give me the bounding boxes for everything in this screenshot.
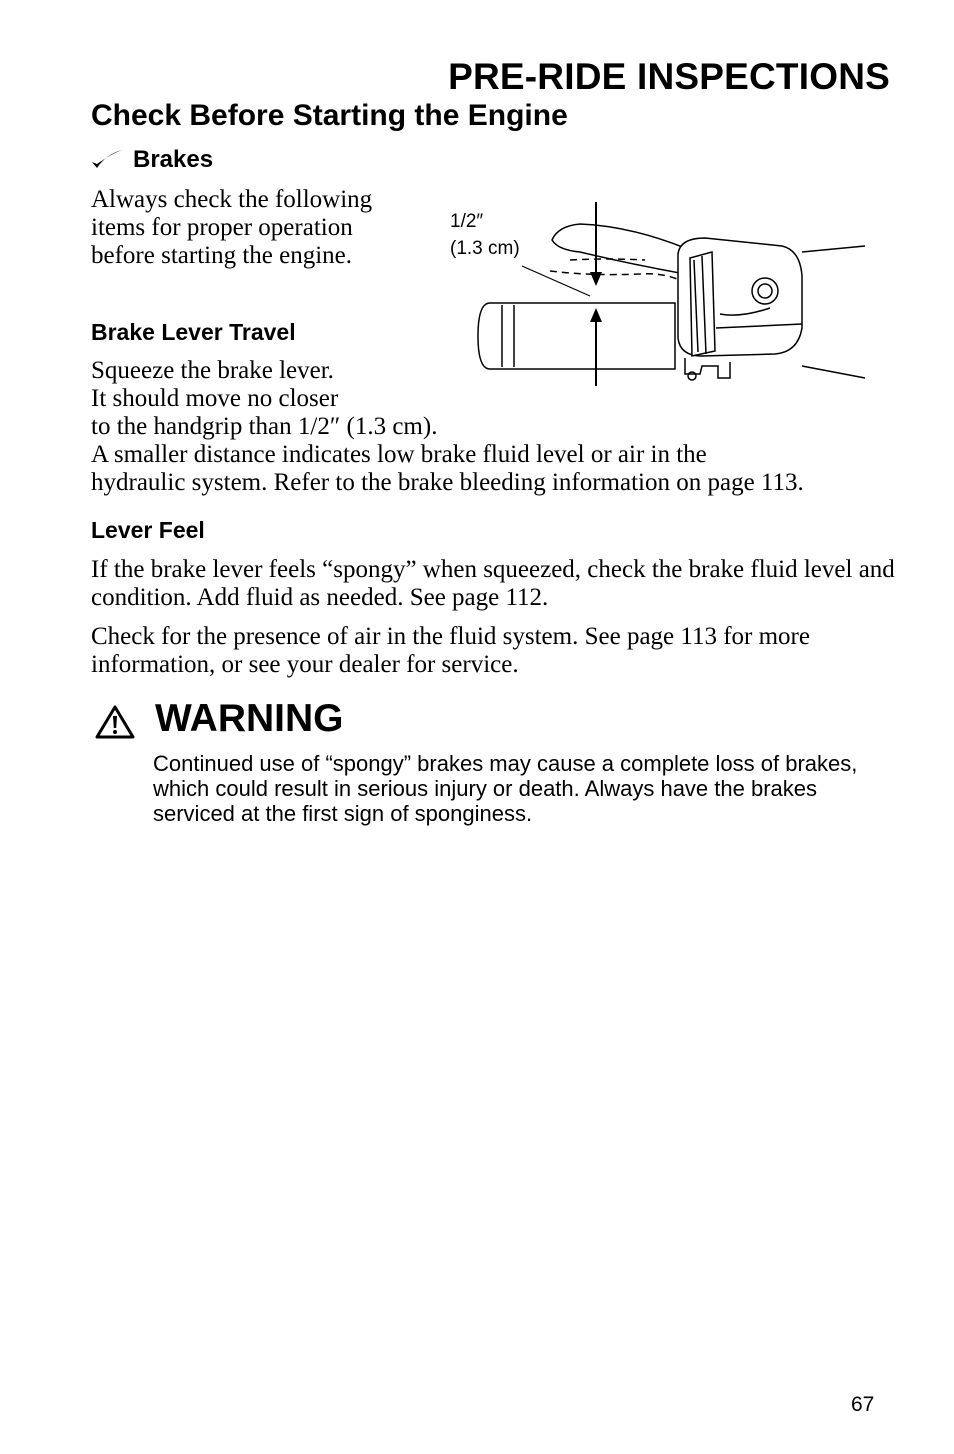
text-line: It should move no closer xyxy=(91,385,339,412)
brakes-intro-text: Always check the following items for proper operation before starting the engine. xyxy=(91,186,373,269)
chapter-title: PRE-RIDE INSPECTIONS xyxy=(448,56,890,97)
brakes-heading xyxy=(91,146,213,174)
text-line: hydraulic system. Refer to the brake bleeding information on page 113. xyxy=(91,469,804,496)
warning-title: WARNING xyxy=(155,697,344,740)
checkmark-icon xyxy=(91,149,123,171)
lever-feel-paragraph-1: If the brake lever feels “spongy” when squeezed, check the brake fluid level and condition. Add fluid as needed. See page 112. xyxy=(91,556,895,611)
brakes-heading-label: Brakes xyxy=(133,146,214,173)
lever-feel-paragraph-2: Check for the presence of air in the fluid system. See page 113 for more information, or see your dealer for service. xyxy=(91,623,810,678)
brake-lever-travel-text xyxy=(91,357,901,497)
page-number: 67 xyxy=(851,1393,875,1416)
warning-text: Continued use of “spongy” brakes may cause a complete loss of brakes, which could result in serious injury or death. Always have the brakes serviced at the first sign of sponginess. xyxy=(153,751,858,826)
text-line: to the handgrip than 1/2″ (1.3 cm). xyxy=(91,413,438,440)
dimension-label xyxy=(450,208,520,262)
section-title: Check Before Starting the Engine xyxy=(91,99,568,132)
lever-feel-heading: Lever Feel xyxy=(91,517,205,543)
brake-lever-travel-heading: Brake Lever Travel xyxy=(91,319,296,345)
text-line: Squeeze the brake lever. xyxy=(91,357,334,384)
dimension-inches: 1/2″ xyxy=(450,211,484,232)
warning-triangle-icon xyxy=(95,705,135,739)
dimension-centimeters: (1.3 cm) xyxy=(450,238,520,259)
text-line: A smaller distance indicates low brake fluid level or air in the xyxy=(91,441,707,468)
